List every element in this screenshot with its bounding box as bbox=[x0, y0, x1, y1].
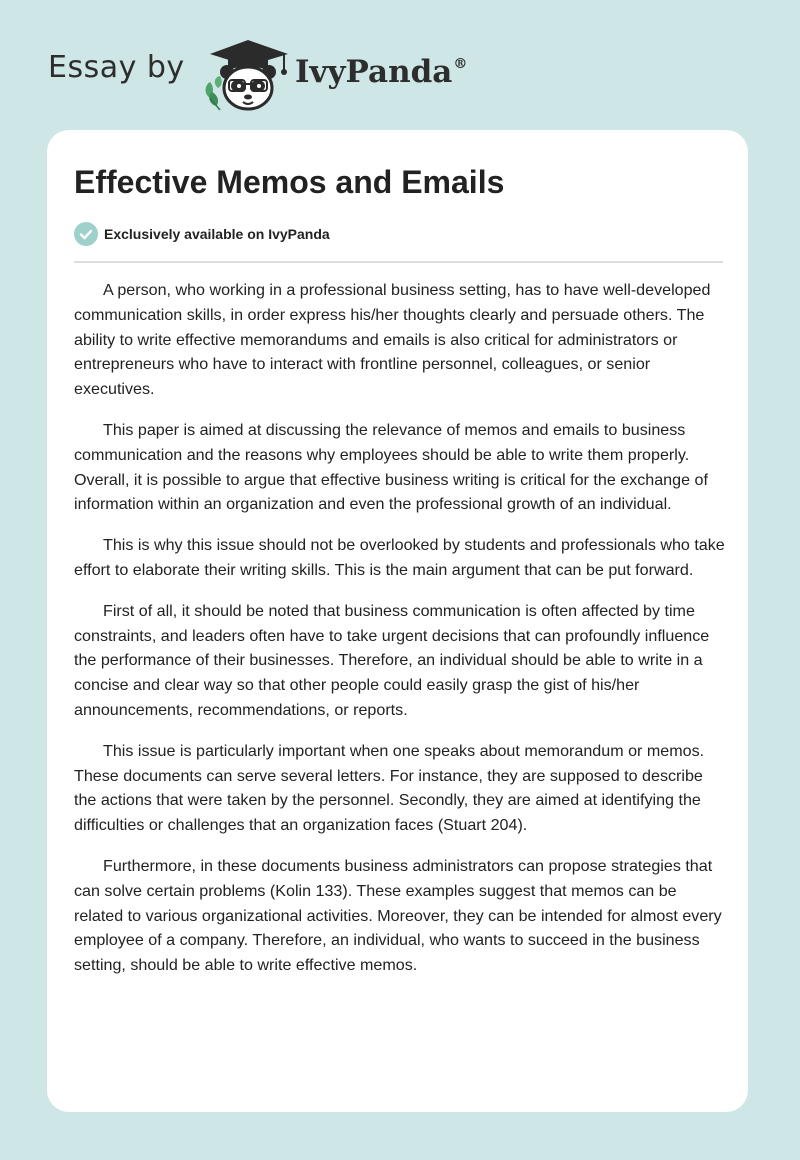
check-circle-icon bbox=[74, 222, 98, 246]
paragraph: This paper is aimed at discussing the relevance of memos and emails to business communication and the reasons why employees should be able to write them properly. Overall, it is possible to argue that effective business writing is critical for the exchange of information within an organization and even the professional growth of an individual. bbox=[74, 420, 708, 514]
paragraph: First of all, it should be noted that business communication is often affected by time constraints, and leaders often have to take urgent decisions that can profoundly influence the performance of their businesses. Therefore, an individual should be able to write in a concise and clear way so that other people could easily grasp the gist of his/her announcements, recommendations, or reports. bbox=[74, 601, 710, 719]
essay-body bbox=[74, 278, 726, 994]
panda-face-icon bbox=[220, 65, 276, 109]
site-header bbox=[0, 0, 800, 130]
exclusive-badge-label: Exclusively available on IvyPanda bbox=[104, 226, 330, 242]
brand-name[interactable] bbox=[295, 54, 467, 90]
panda-logo-icon[interactable] bbox=[196, 36, 292, 112]
paragraph: Furthermore, in these documents business administrators can propose strategies that can solve certain problems (Kolin 133). These examples suggest that memos can be related to various organizational activities. Moreover, they can be intended for almost every employee of a company. Therefore, an individual, who wants to succeed in the business setting, should be able to write effective memos. bbox=[74, 856, 722, 975]
exclusive-badge bbox=[74, 222, 330, 246]
registered-mark: ® bbox=[453, 56, 468, 72]
brand-name-text: IvyPanda bbox=[295, 54, 453, 90]
essay-by-label: Essay by bbox=[48, 50, 185, 85]
essay-card bbox=[47, 130, 748, 1112]
paragraph: A person, who working in a professional business setting, has to have well-developed communication skills, in order express his/her thoughts clearly and persuade others. The ability to write effective memorandums and emails is also critical for administrators or entrepreneurs who have to interact with frontline personnel, colleagues, or senior executives. bbox=[74, 281, 711, 399]
paragraph: This is why this issue should not be overlooked by students and professionals who take effort to elaborate their writing skills. This is the main argument that can be put forward. bbox=[74, 536, 725, 579]
title-divider bbox=[74, 261, 723, 263]
paragraph: This issue is particularly important when one speaks about memorandum or memos. These documents can serve several letters. For instance, they are supposed to describe the actions that were taken by the personnel. Secondly, they are aimed at identifying the difficulties or challenges that an organization faces (Stuart 204). bbox=[74, 741, 705, 835]
page-title: Effective Memos and Emails bbox=[74, 164, 505, 200]
ivy-leaf-icon bbox=[206, 76, 222, 110]
